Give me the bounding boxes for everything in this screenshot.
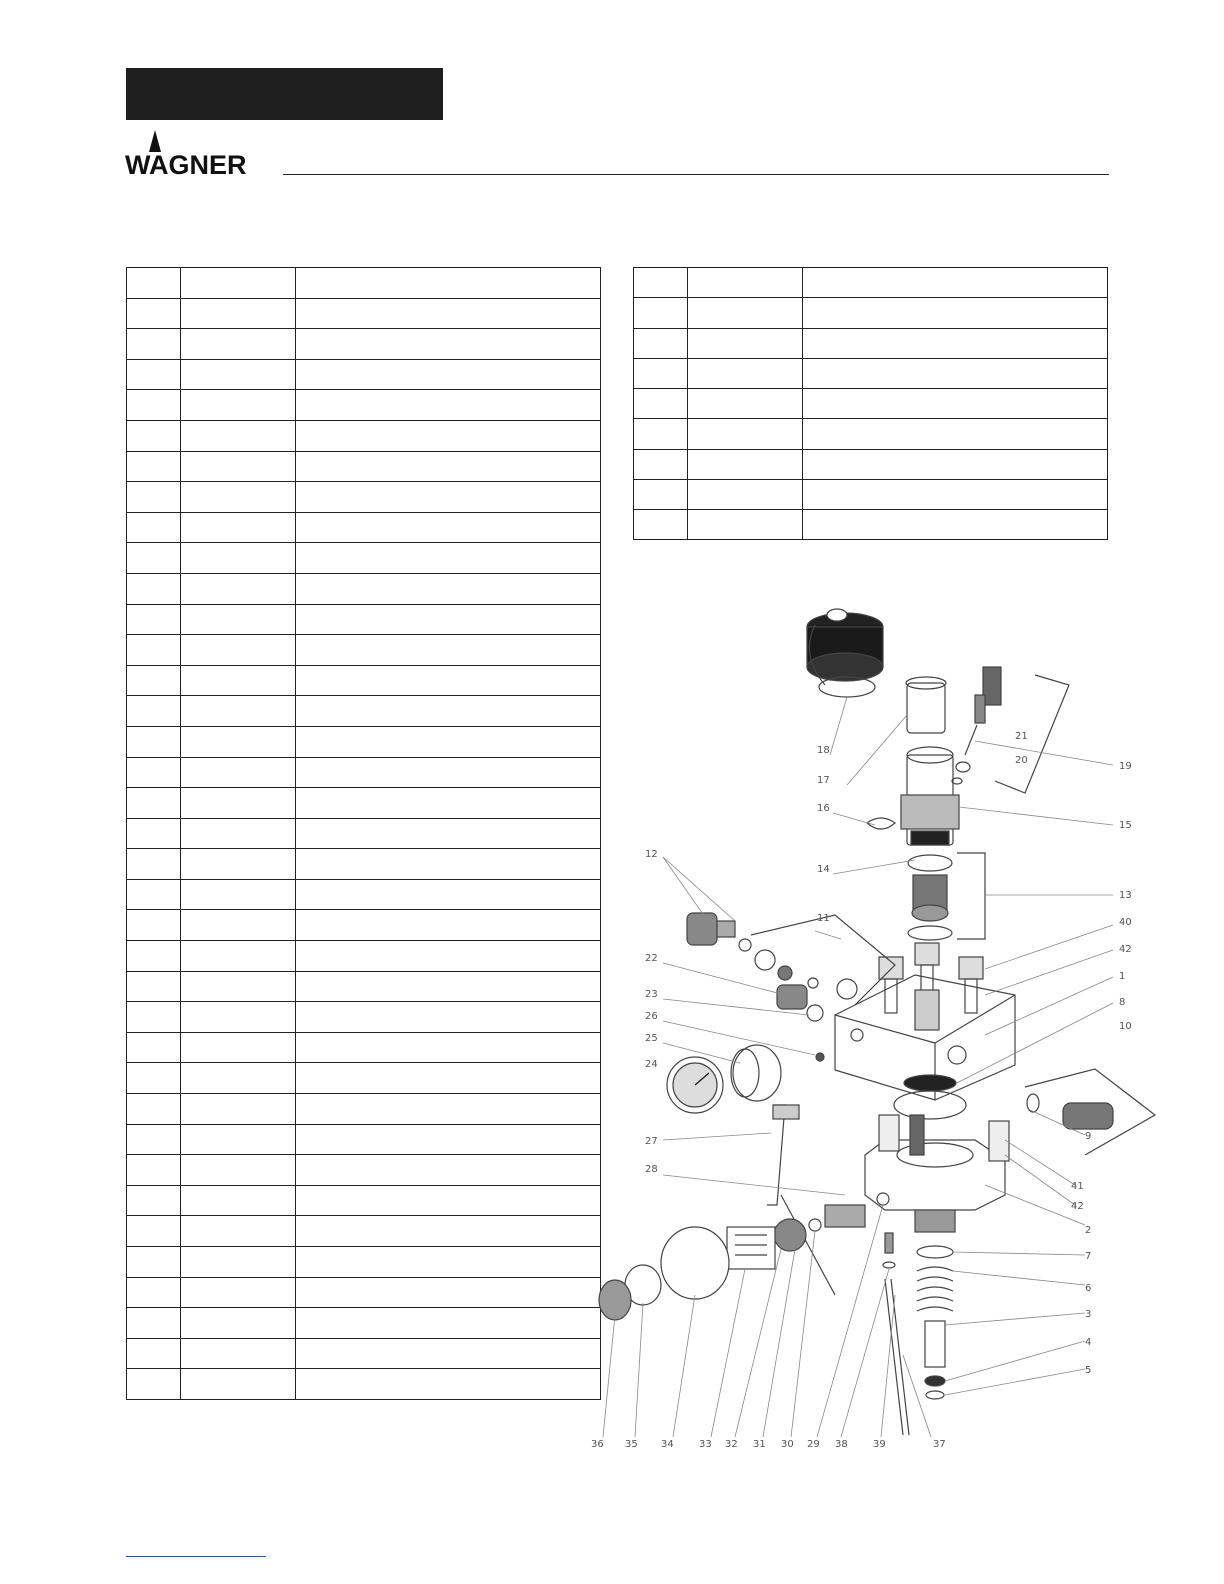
description-cell — [296, 726, 601, 757]
callout-13: 13 — [1119, 890, 1132, 901]
left-table-row — [127, 849, 601, 880]
valve-insert-part — [965, 667, 1001, 755]
description-cell — [296, 1063, 601, 1094]
left-table-row — [127, 1155, 601, 1186]
description-cell — [296, 1185, 601, 1216]
right-table-row — [634, 510, 1108, 540]
item-cell — [127, 1277, 181, 1308]
item-cell — [127, 1338, 181, 1369]
description-cell — [296, 512, 601, 543]
part-number-cell — [181, 1369, 296, 1400]
fitting-part — [901, 747, 959, 845]
description-cell — [296, 910, 601, 941]
callout-16: 16 — [817, 803, 830, 814]
right-table-row — [634, 389, 1108, 419]
item-cell — [127, 420, 181, 451]
part-number-cell — [181, 849, 296, 880]
right-table-row — [634, 298, 1108, 328]
part-number-cell — [181, 390, 296, 421]
right-table-row — [634, 419, 1108, 449]
item-cell — [634, 328, 688, 358]
part-number-cell — [688, 358, 803, 388]
left-table-row — [127, 1063, 601, 1094]
description-cell — [296, 329, 601, 360]
item-cell — [127, 390, 181, 421]
left-table-row — [127, 1216, 601, 1247]
left-table-row — [127, 390, 601, 421]
callout-9: 9 — [1085, 1131, 1092, 1142]
callout-3: 3 — [1085, 1309, 1092, 1320]
description-cell — [803, 389, 1108, 419]
left-table-row — [127, 329, 601, 360]
callout-41: 41 — [1071, 1181, 1084, 1192]
part-number-cell — [181, 665, 296, 696]
part-number-cell — [181, 941, 296, 972]
item-cell — [634, 510, 688, 540]
description-cell — [803, 419, 1108, 449]
item-cell — [127, 1247, 181, 1278]
part-number-cell — [688, 298, 803, 328]
description-cell — [296, 482, 601, 513]
right-table-row — [634, 268, 1108, 298]
description-cell — [296, 665, 601, 696]
item-cell — [127, 971, 181, 1002]
left-table-row — [127, 1308, 601, 1339]
part-number-cell — [181, 1063, 296, 1094]
part-number-cell — [181, 1277, 296, 1308]
description-cell — [296, 757, 601, 788]
part-number-cell — [181, 971, 296, 1002]
description-cell — [296, 298, 601, 329]
callout-36: 36 — [591, 1439, 604, 1450]
logo-peak-icon — [149, 130, 161, 152]
part-number-cell — [181, 329, 296, 360]
left-table-row — [127, 1032, 601, 1063]
left-table-row — [127, 1247, 601, 1278]
left-table-row — [127, 635, 601, 666]
callout-22: 22 — [645, 953, 658, 964]
spring-part — [917, 1267, 953, 1311]
callout-19: 19 — [1119, 761, 1132, 772]
callout-32: 32 — [725, 1439, 738, 1450]
description-cell — [803, 358, 1108, 388]
part-number-cell — [181, 788, 296, 819]
description-cell — [296, 1338, 601, 1369]
part-number-cell — [181, 1338, 296, 1369]
left-table-row — [127, 543, 601, 574]
left-table-row — [127, 1338, 601, 1369]
part-number-cell — [181, 757, 296, 788]
part-number-cell — [181, 726, 296, 757]
description-cell — [296, 971, 601, 1002]
part-number-cell — [688, 449, 803, 479]
left-table-row — [127, 665, 601, 696]
callout-29: 29 — [807, 1439, 820, 1450]
left-table-row — [127, 482, 601, 513]
header-rule — [283, 174, 1109, 175]
callout-33: 33 — [699, 1439, 712, 1450]
left-table-row — [127, 1185, 601, 1216]
part-number-cell — [688, 419, 803, 449]
right-table-row — [634, 479, 1108, 509]
part-number-cell — [181, 359, 296, 390]
left-table-row — [127, 788, 601, 819]
part-number-cell — [181, 543, 296, 574]
left-table-row — [127, 604, 601, 635]
item-cell — [127, 298, 181, 329]
item-cell — [127, 451, 181, 482]
description-cell — [296, 573, 601, 604]
part-number-cell — [181, 1185, 296, 1216]
callout-11: 11 — [817, 913, 830, 924]
pressure-gauge-part — [667, 1057, 723, 1113]
part-number-cell — [688, 479, 803, 509]
part-number-cell — [181, 635, 296, 666]
left-table-row — [127, 298, 601, 329]
part-number-cell — [181, 1216, 296, 1247]
description-cell — [296, 420, 601, 451]
logo-wordmark: WAGNER — [125, 150, 247, 178]
left-table-row — [127, 910, 601, 941]
item-cell — [634, 479, 688, 509]
exploded-parts-diagram — [585, 595, 1160, 1460]
part-number-cell — [181, 1247, 296, 1278]
callout-26: 26 — [645, 1011, 658, 1022]
part-number-cell — [181, 696, 296, 727]
callout-40: 40 — [1119, 917, 1132, 928]
pump-housing-part — [865, 1115, 1009, 1232]
description-cell — [296, 788, 601, 819]
part-number-cell — [688, 510, 803, 540]
left-table-row — [127, 420, 601, 451]
item-cell — [634, 268, 688, 298]
description-cell — [296, 1032, 601, 1063]
description-cell — [296, 1277, 601, 1308]
description-cell — [296, 1369, 601, 1400]
part-number-cell — [181, 1094, 296, 1125]
left-table-row — [127, 757, 601, 788]
left-table-row — [127, 879, 601, 910]
section-header-bar — [126, 68, 443, 120]
left-table-row — [127, 573, 601, 604]
item-cell — [127, 329, 181, 360]
description-cell — [296, 635, 601, 666]
description-cell — [296, 1308, 601, 1339]
callout-17: 17 — [817, 775, 830, 786]
cap-part — [807, 609, 883, 697]
item-cell — [127, 910, 181, 941]
item-cell — [634, 298, 688, 328]
parts-table-left — [126, 267, 601, 1400]
item-cell — [127, 1216, 181, 1247]
footer-link-underline[interactable] — [126, 1556, 266, 1557]
description-cell — [803, 510, 1108, 540]
part-number-cell — [181, 1308, 296, 1339]
item-cell — [127, 1063, 181, 1094]
description-cell — [803, 449, 1108, 479]
left-table-row — [127, 941, 601, 972]
callout-38: 38 — [835, 1439, 848, 1450]
description-cell — [296, 451, 601, 482]
item-cell — [127, 849, 181, 880]
item-cell — [127, 573, 181, 604]
callout-10: 10 — [1119, 1021, 1132, 1032]
part-number-cell — [181, 268, 296, 299]
callout-42-lower: 42 — [1071, 1201, 1084, 1212]
callout-1: 1 — [1119, 971, 1126, 982]
description-cell — [296, 268, 601, 299]
description-cell — [296, 604, 601, 635]
description-cell — [296, 1002, 601, 1033]
item-cell — [127, 818, 181, 849]
item-cell — [634, 419, 688, 449]
item-cell — [127, 604, 181, 635]
callout-12: 12 — [645, 849, 658, 860]
callout-23: 23 — [645, 989, 658, 1000]
callout-14: 14 — [817, 864, 830, 875]
callout-20: 20 — [1015, 755, 1028, 766]
part-number-cell — [688, 328, 803, 358]
part-number-cell — [181, 420, 296, 451]
description-cell — [296, 390, 601, 421]
left-table-row — [127, 451, 601, 482]
description-cell — [296, 1155, 601, 1186]
item-cell — [634, 389, 688, 419]
part-number-cell — [181, 1124, 296, 1155]
left-table-row — [127, 512, 601, 543]
part-number-cell — [181, 910, 296, 941]
callout-7: 7 — [1085, 1251, 1092, 1262]
part-number-cell — [181, 573, 296, 604]
left-table-row — [127, 1369, 601, 1400]
item-cell — [127, 788, 181, 819]
description-cell — [803, 268, 1108, 298]
left-table-row — [127, 971, 601, 1002]
item-cell — [127, 512, 181, 543]
item-cell — [127, 635, 181, 666]
part-number-cell — [181, 879, 296, 910]
callout-25: 25 — [645, 1033, 658, 1044]
left-table-row — [127, 726, 601, 757]
callout-6: 6 — [1085, 1283, 1092, 1294]
description-cell — [296, 696, 601, 727]
description-cell — [296, 1216, 601, 1247]
callout-18: 18 — [817, 745, 830, 756]
left-table-row — [127, 696, 601, 727]
callout-30: 30 — [781, 1439, 794, 1450]
part-number-cell — [181, 482, 296, 513]
part-number-cell — [181, 604, 296, 635]
callout-28: 28 — [645, 1164, 658, 1175]
item-cell — [127, 1094, 181, 1125]
parts-table-right — [633, 267, 1108, 540]
right-table-row — [634, 358, 1108, 388]
left-table-row — [127, 1277, 601, 1308]
item-cell — [127, 696, 181, 727]
left-table-row — [127, 268, 601, 299]
item-cell — [127, 1032, 181, 1063]
item-cell — [127, 1308, 181, 1339]
left-table-row — [127, 818, 601, 849]
description-cell — [296, 849, 601, 880]
wagner-logo — [125, 130, 279, 178]
part-number-cell — [181, 1032, 296, 1063]
callout-34: 34 — [661, 1439, 674, 1450]
item-cell — [127, 879, 181, 910]
left-table-row — [127, 1002, 601, 1033]
item-cell — [127, 757, 181, 788]
description-cell — [803, 328, 1108, 358]
description-cell — [803, 298, 1108, 328]
item-cell — [127, 543, 181, 574]
right-table-row — [634, 328, 1108, 358]
description-cell — [296, 941, 601, 972]
callout-37: 37 — [933, 1439, 946, 1450]
item-cell — [127, 1155, 181, 1186]
part-number-cell — [181, 451, 296, 482]
description-cell — [296, 818, 601, 849]
part-number-cell — [181, 512, 296, 543]
left-table-row — [127, 1124, 601, 1155]
item-cell — [127, 359, 181, 390]
callout-8: 8 — [1119, 997, 1126, 1008]
description-cell — [296, 1247, 601, 1278]
part-number-cell — [181, 1002, 296, 1033]
callout-31: 31 — [753, 1439, 766, 1450]
callout-35: 35 — [625, 1439, 638, 1450]
description-cell — [296, 1094, 601, 1125]
item-cell — [127, 941, 181, 972]
callout-4: 4 — [1085, 1337, 1092, 1348]
description-cell — [296, 359, 601, 390]
description-cell — [296, 543, 601, 574]
left-table-row — [127, 1094, 601, 1125]
item-cell — [634, 358, 688, 388]
left-table-row — [127, 359, 601, 390]
knob-part — [727, 1227, 775, 1269]
item-cell — [127, 1124, 181, 1155]
item-cell — [127, 1185, 181, 1216]
callout-21: 21 — [1015, 731, 1028, 742]
part-number-cell — [181, 818, 296, 849]
part-number-cell — [181, 298, 296, 329]
item-cell — [127, 665, 181, 696]
part-number-cell — [688, 268, 803, 298]
right-table-row — [634, 449, 1108, 479]
description-cell — [296, 879, 601, 910]
callout-15: 15 — [1119, 820, 1132, 831]
item-cell — [127, 1369, 181, 1400]
part-number-cell — [688, 389, 803, 419]
description-cell — [803, 479, 1108, 509]
item-cell — [127, 726, 181, 757]
description-cell — [296, 1124, 601, 1155]
callout-24: 24 — [645, 1059, 658, 1070]
item-cell — [127, 1002, 181, 1033]
part-number-cell — [181, 1155, 296, 1186]
callout-2: 2 — [1085, 1225, 1092, 1236]
callout-27: 27 — [645, 1136, 658, 1147]
item-cell — [127, 482, 181, 513]
callout-42: 42 — [1119, 944, 1132, 955]
item-cell — [634, 449, 688, 479]
callout-39: 39 — [873, 1439, 886, 1450]
callout-5: 5 — [1085, 1365, 1092, 1376]
item-cell — [127, 268, 181, 299]
